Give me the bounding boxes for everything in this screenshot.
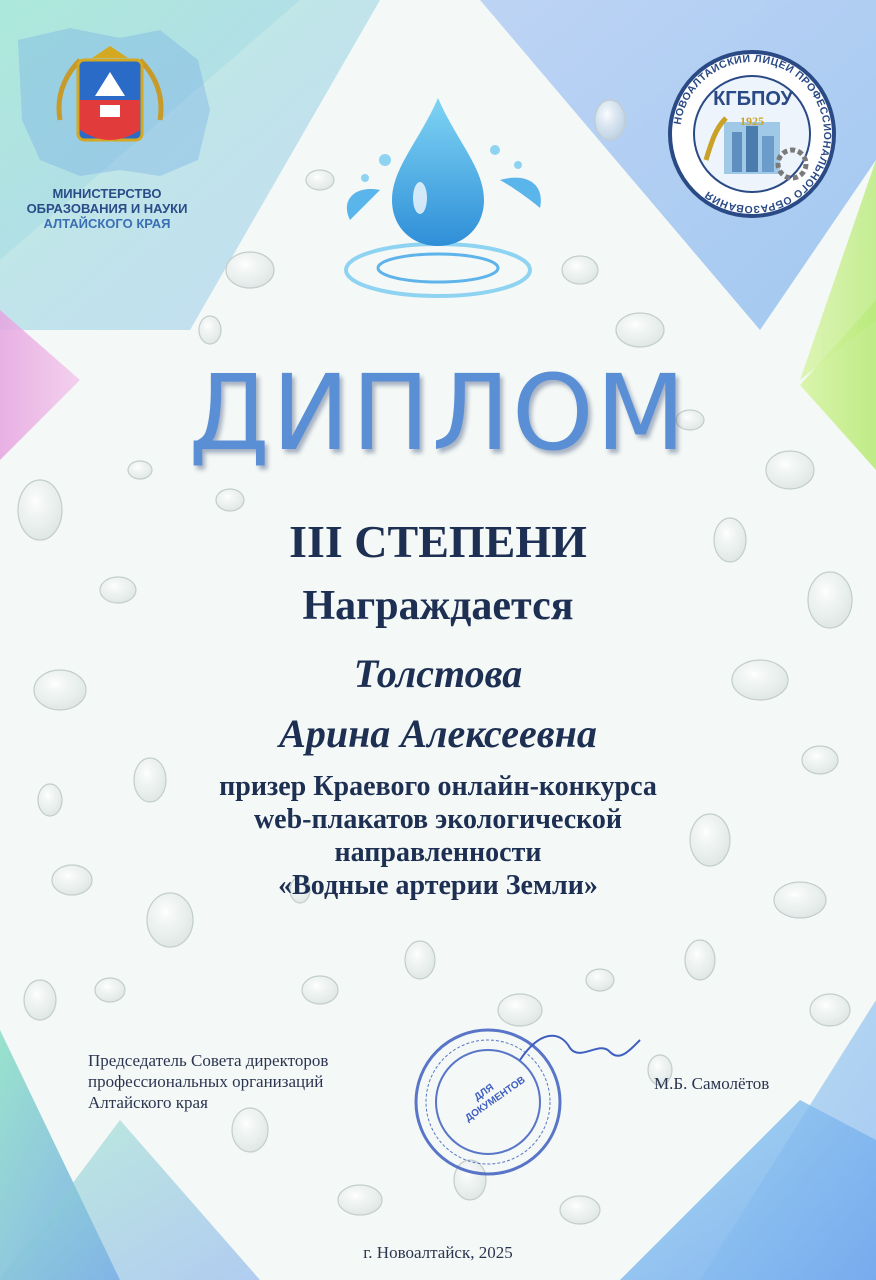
ministry-line: МИНИСТЕРСТВО (52, 186, 162, 201)
description-line: направленности (334, 837, 542, 868)
ministry-name (22, 186, 192, 231)
description-line: web-плакатов экологической (253, 804, 623, 835)
diploma-degree: III СТЕПЕНИ (289, 516, 587, 567)
description-line: «Водные артерии Земли» (278, 870, 598, 901)
recipient-surname: Толстова (353, 651, 523, 696)
recipient-given-names: Арина Алексеевна (279, 711, 597, 756)
stamp-center-text: ДЛЯ ДОКУМЕНТОВ (463, 1074, 528, 1125)
ministry-line: ОБРАЗОВАНИЯ И НАУКИ (26, 201, 188, 216)
signer-title-line: Алтайского края (88, 1093, 208, 1112)
college-label: КГБПОУ (713, 88, 793, 110)
description-line: призер Краевого онлайн-конкурса (219, 771, 657, 802)
signer-title (88, 1050, 328, 1113)
diploma-title: ДИПЛОМ (188, 352, 688, 474)
city-year: г. Новоалтайск, 2025 (363, 1243, 513, 1262)
award-description (0, 770, 876, 902)
signer-title-line: Председатель Совета директоров (88, 1051, 329, 1070)
awarded-label: Награждается (302, 583, 574, 629)
signature (520, 1036, 640, 1060)
signer-name: М.Б. Самолётов (654, 1074, 770, 1093)
svg-text:НОВОАЛТАЙСКИЙ ЛИЦЕЙ ПРОФЕССИОН: НОВОАЛТАЙСКИЙ ЛИЦЕЙ ПРОФЕССИОНАЛЬНОГО ОБРАЗОВАНИЯ (671, 52, 834, 216)
college-year: 1925 (740, 114, 764, 128)
ministry-emblem (18, 28, 210, 176)
signer-title-line: профессиональных организаций (88, 1072, 324, 1091)
college-ring-text (662, 44, 842, 224)
water-drop-logo (346, 98, 541, 296)
ministry-line: АЛТАЙСКОГО КРАЯ (43, 216, 171, 231)
